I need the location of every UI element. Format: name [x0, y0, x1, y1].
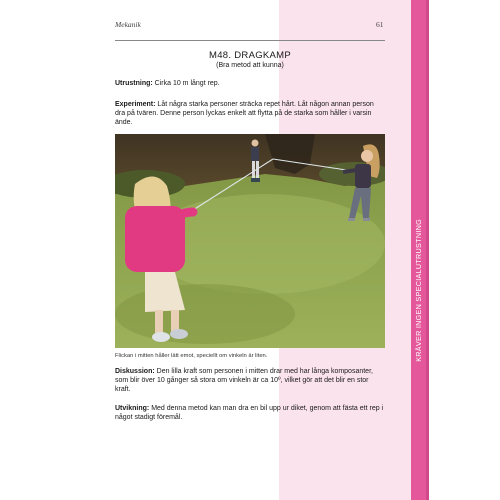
- side-category-label: [411, 120, 426, 460]
- equipment-paragraph: [115, 79, 385, 88]
- experiment-label: Experiment:: [115, 101, 156, 108]
- page-number: 61: [376, 20, 384, 29]
- experiment-text: Låt några starka personer sträcka repet hårt. Låt någon annan person dra på tvären. Denne person lyckas enkelt att flytta på de starka som håller i varsin ände.: [115, 101, 374, 127]
- photo-caption: Flickan i mitten håller lätt emot, speciellt om vinkeln är liten.: [115, 353, 268, 359]
- discussion-label: Diskussion:: [115, 368, 155, 375]
- experiment-subtitle: (Bra metod att kunna): [216, 62, 284, 69]
- tug-of-war-photo: [115, 134, 385, 348]
- side-strip-edge: [426, 0, 429, 500]
- digression-text: Med denna metod kan man dra en bil upp ur diket, genom att fästa ett rep i något stadigt föremål.: [115, 405, 384, 422]
- discussion-paragraph: [115, 367, 385, 395]
- digression-paragraph: [115, 404, 385, 422]
- side-category-text: KRÄVER INGEN SPECIALUTRUSTNING: [414, 218, 423, 362]
- lawn-shade: [115, 284, 295, 344]
- discussion-text: Den lilla kraft som personen i mitten drar med har långa komposanter, som blir över 10 gånger så stora om vinkeln är ca 10º, vilket gör att det blir en stor kraft.: [115, 368, 373, 394]
- running-head: Mekanik: [115, 20, 141, 29]
- experiment-paragraph: [115, 100, 385, 128]
- header-rule: [115, 40, 385, 41]
- photo-illustration: [115, 134, 385, 348]
- experiment-title: M48. DRAGKAMP: [208, 50, 292, 61]
- equipment-text: Cirka 10 m långt rep.: [154, 80, 220, 87]
- digression-label: Utvikning:: [115, 405, 150, 412]
- equipment-label: Utrustning:: [115, 80, 153, 87]
